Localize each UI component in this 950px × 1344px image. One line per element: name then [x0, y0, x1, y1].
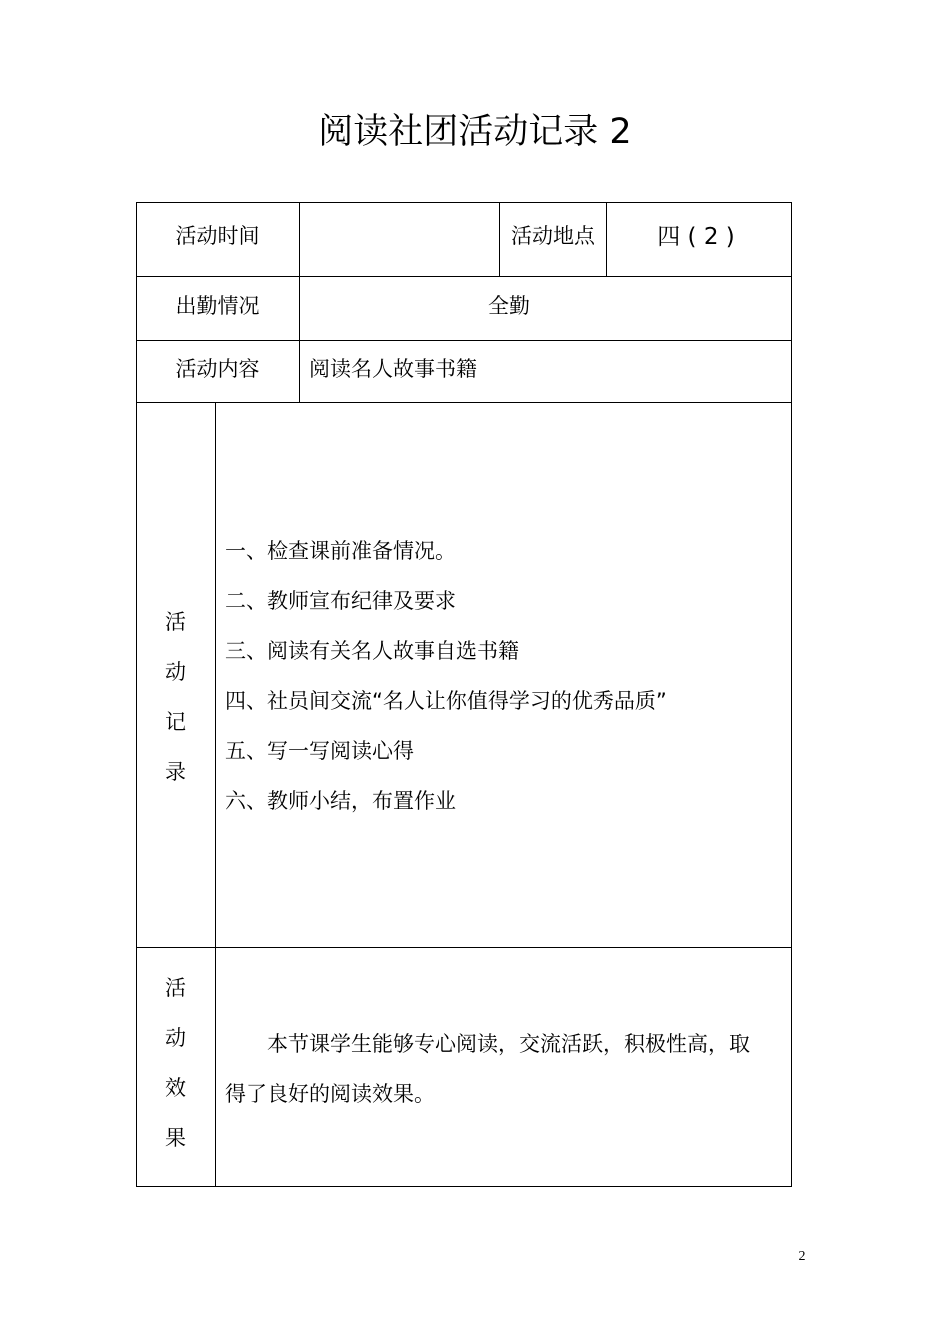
activity-time-label: 活动时间 [175, 224, 260, 248]
record-label-char: 动 [165, 660, 186, 684]
effect-label-char: 效 [165, 1076, 186, 1100]
effect-label-char: 活 [165, 976, 186, 1000]
list-item: 三、阅读有关名人故事自选书籍 [225, 639, 519, 663]
activity-effect-label [136, 963, 215, 1163]
row-divider [136, 402, 792, 403]
list-item: 二、教师宣布纪律及要求 [225, 589, 456, 613]
record-label-char: 录 [165, 760, 186, 784]
activity-place-label: 活动地点 [511, 224, 595, 248]
activity-time-value [300, 202, 499, 270]
page-title: 阅读社团活动记录 2 [318, 112, 632, 152]
row-divider [136, 947, 792, 948]
effect-label-char: 动 [165, 1026, 186, 1050]
table-border-bottom [136, 1186, 792, 1187]
attendance-label: 出勤情况 [175, 294, 260, 318]
record-label-char: 活 [165, 610, 186, 634]
attendance-value: 全勤 [488, 294, 530, 318]
list-item: 四、社员间交流“名人让你值得学习的优秀品质” [225, 689, 667, 713]
list-item: 一、检查课前准备情况。 [225, 539, 456, 563]
activity-effect-text [225, 1019, 785, 1119]
table-border-right [791, 202, 792, 1187]
activity-record-table [136, 202, 792, 1187]
activity-place-value: 四 ( 2 ) [657, 224, 735, 250]
effect-label-char: 果 [165, 1126, 186, 1150]
effect-line: 本节课学生能够专心阅读，交流活跃，积极性高，取 [267, 1032, 750, 1056]
list-item: 五、写一写阅读心得 [225, 739, 414, 763]
activity-record-label [136, 597, 215, 797]
activity-content-value: 阅读名人故事书籍 [309, 357, 477, 381]
activity-content-label: 活动内容 [175, 357, 260, 381]
activity-record-list [225, 526, 785, 826]
page-number: 2 [798, 1249, 806, 1264]
list-item: 六、教师小结，布置作业 [225, 789, 456, 813]
record-label-char: 记 [165, 710, 186, 734]
effect-line: 得了良好的阅读效果。 [225, 1082, 435, 1106]
column-divider [215, 402, 216, 1187]
